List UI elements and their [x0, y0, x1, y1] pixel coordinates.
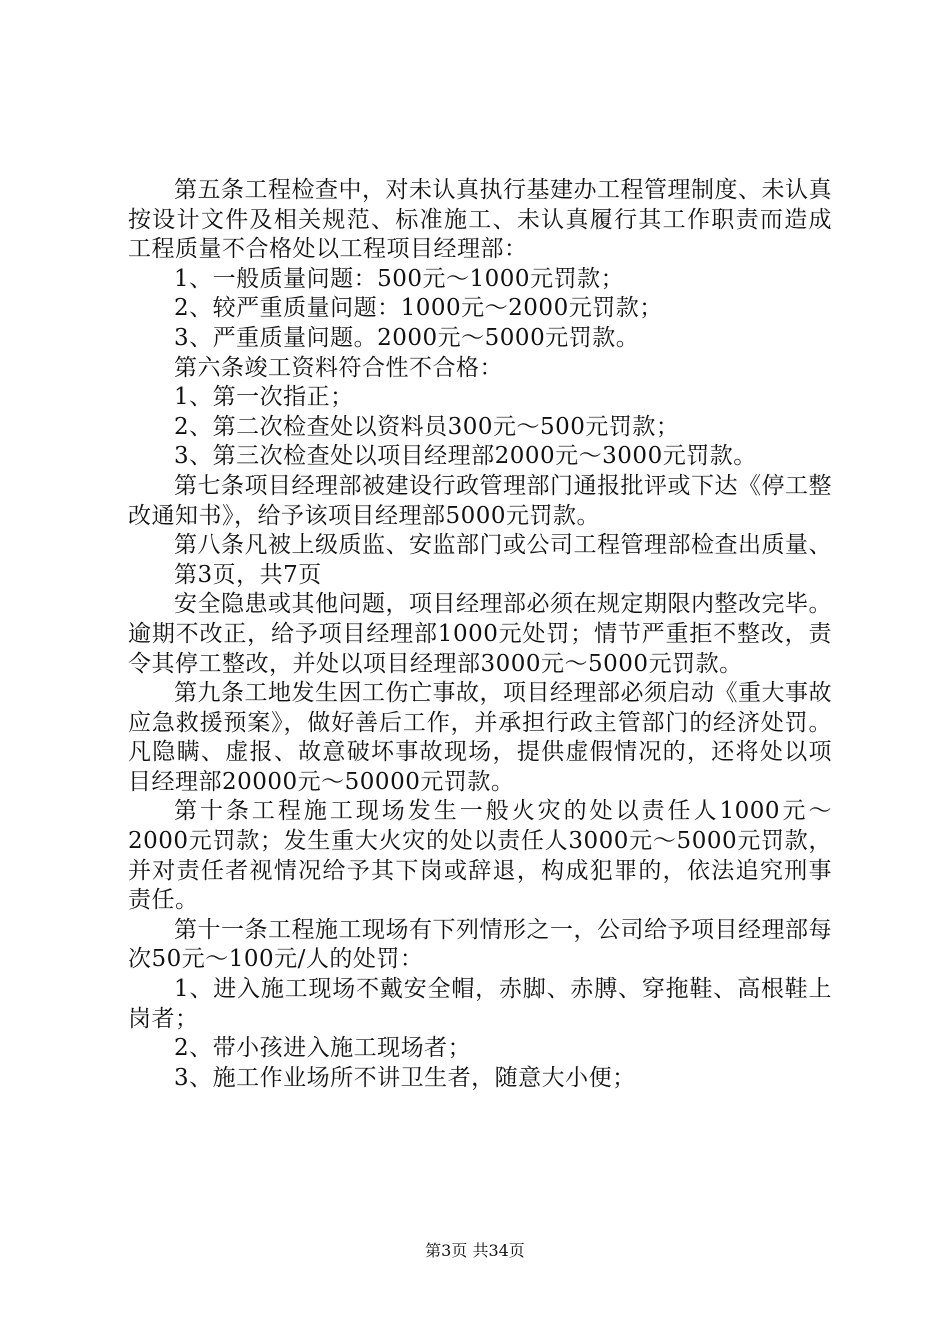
list-item: 1、进入施工现场不戴安全帽，赤脚、赤膊、穿拖鞋、高根鞋上岗者；	[128, 976, 832, 1032]
list-item: 3、第三次检查处以项目经理部2000元～3000元罚款。	[174, 443, 757, 470]
paragraph-article-11: 第十一条工程施工现场有下列情形之一，公司给予项目经理部每次50元～100元/人的处罚：	[128, 916, 832, 973]
list-item: 3、严重质量问题。2000元～5000元罚款。	[174, 324, 640, 351]
document-body	[128, 176, 832, 1093]
list-item: 3、施工作业场所不讲卫生者，随意大小便；	[174, 1064, 636, 1091]
paragraph-article-7: 第七条项目经理部被建设行政管理部门通报批评或下达《停工整改通知书》，给予该项目经理部5000元罚款。	[128, 472, 832, 529]
paragraph-article-6: 第六条竣工资料符合性不合格：	[174, 354, 503, 381]
list-item: 1、第一次指正；	[174, 384, 354, 411]
list-item: 2、带小孩进入施工现场者；	[174, 1035, 472, 1062]
list-item: 2、较严重质量问题：1000元～2000元罚款；	[174, 295, 663, 322]
list-item: 2、第二次检查处以资料员300元～500元罚款；	[174, 413, 680, 440]
paragraph-article-8: 第八条凡被上级质监、安监部门或公司工程管理部检查出质量、	[174, 532, 832, 559]
paragraph-article-9: 第九条工地发生因工伤亡事故，项目经理部必须启动《重大事故应急救援预案》，做好善后工作，并承担行政主管部门的经济处罚。凡隐瞒、虚报、故意破坏事故现场，提供虚假情况的，还将处以项目经理部20000元～50000元罚款。	[128, 680, 832, 795]
paragraph-article-8-continued: 安全隐患或其他问题，项目经理部必须在规定期限内整改完毕。逾期不改正，给予项目经理部1000元处罚；情节严重拒不整改，责令其停工整改，并处以项目经理部3000元～5000元罚款。	[128, 591, 832, 677]
paragraph-article-5: 第五条工程检查中，对未认真执行基建办工程管理制度、未认真按设计文件及相关规范、标准施工、未认真履行其工作职责而造成工程质量不合格处以工程项目经理部：	[128, 177, 832, 263]
inline-page-marker: 第3页，共7页	[174, 561, 322, 588]
list-item: 1、一般质量问题：500元～1000元罚款；	[174, 265, 625, 292]
paragraph-article-10: 第十条工程施工现场发生一般火灾的处以责任人1000元～2000元罚款；发生重大火灾的处以责任人3000元～5000元罚款，并对责任者视情况给予其下岗或辞退，构成犯罪的，依法追究刑事责任。	[128, 798, 832, 914]
page-footer: 第3页 共34页	[425, 1241, 525, 1260]
